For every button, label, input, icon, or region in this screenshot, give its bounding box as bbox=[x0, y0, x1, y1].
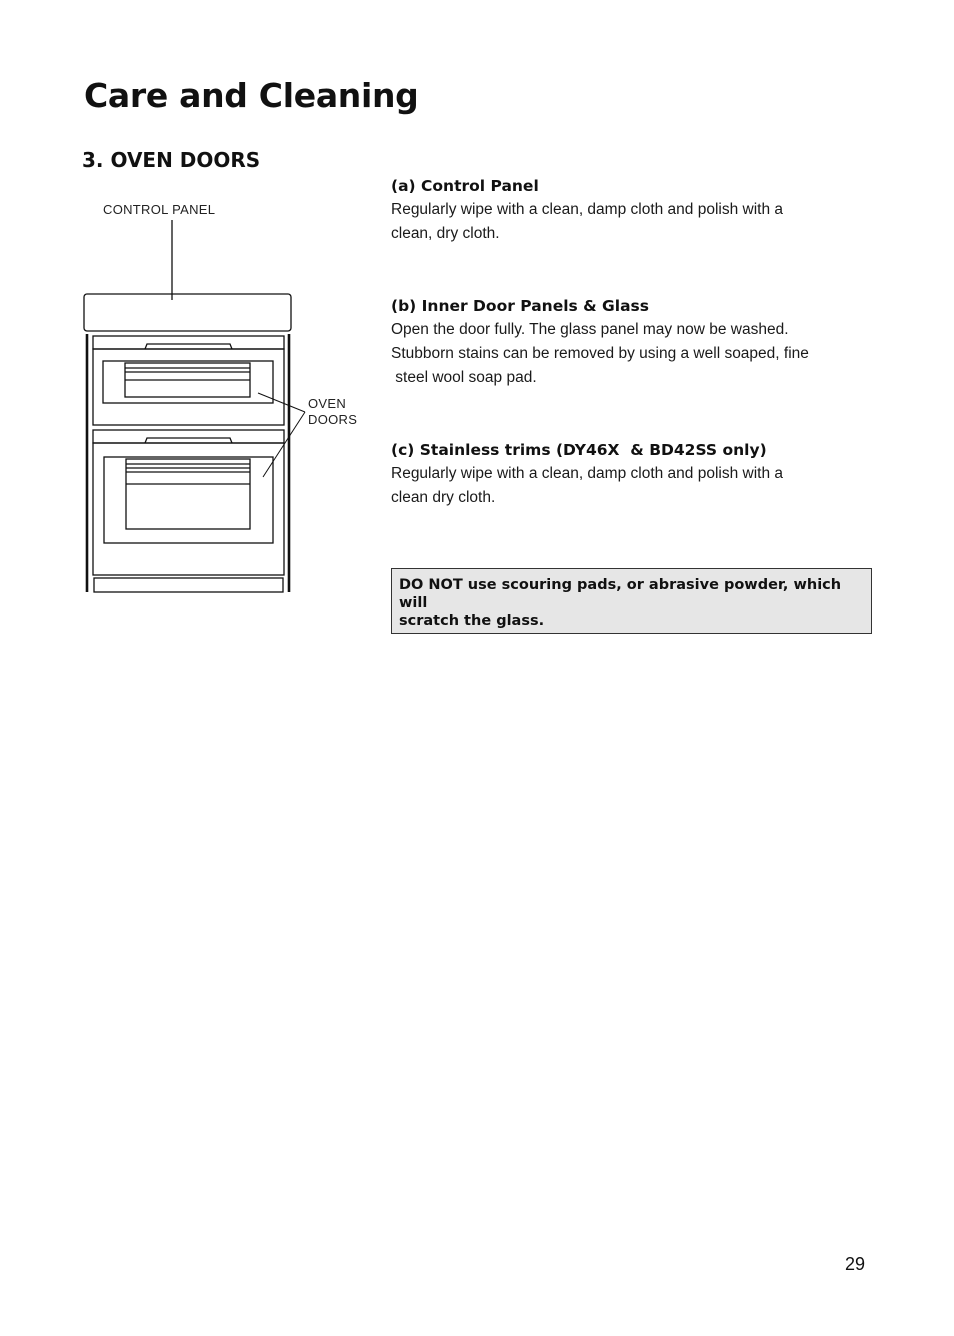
oven-doors-label-line1: OVEN bbox=[308, 396, 347, 411]
stainless-trims-text-line: Regularly wipe with a clean, damp cloth and polish with a bbox=[391, 465, 784, 482]
page-title: Care and Cleaning bbox=[84, 76, 419, 115]
warning-text-line: DO NOT use scouring pads, or abrasive powder, which will bbox=[399, 577, 842, 611]
control-panel-heading: (a) Control Panel bbox=[391, 177, 539, 195]
inner-door-text-line: steel wool soap pad. bbox=[391, 369, 537, 386]
warning-box bbox=[391, 568, 872, 634]
oven-doors-label bbox=[308, 396, 388, 428]
control-panel-text-line: clean, dry cloth. bbox=[391, 225, 500, 242]
section-title: 3. OVEN DOORS bbox=[82, 148, 261, 172]
inner-door-text-line: Open the door fully. The glass panel may now be washed. bbox=[391, 321, 789, 338]
inner-door-section bbox=[391, 294, 881, 390]
stainless-trims-heading: (c) Stainless trims (DY46X & BD42SS only) bbox=[391, 441, 767, 459]
control-panel-label: CONTROL PANEL bbox=[103, 202, 216, 217]
inner-door-text-line: Stubborn stains can be removed by using a well soaped, fine bbox=[391, 345, 809, 362]
stainless-trims-section bbox=[391, 438, 881, 510]
oven-doors-label-line2: DOORS bbox=[308, 412, 358, 427]
control-panel-text-line: Regularly wipe with a clean, damp cloth and polish with a bbox=[391, 201, 784, 218]
stainless-trims-text-line: clean dry cloth. bbox=[391, 489, 496, 506]
control-panel-section bbox=[391, 174, 881, 246]
page-number: 29 bbox=[845, 1254, 866, 1274]
warning-text-line: scratch the glass. bbox=[399, 613, 545, 629]
inner-door-heading: (b) Inner Door Panels & Glass bbox=[391, 297, 649, 315]
